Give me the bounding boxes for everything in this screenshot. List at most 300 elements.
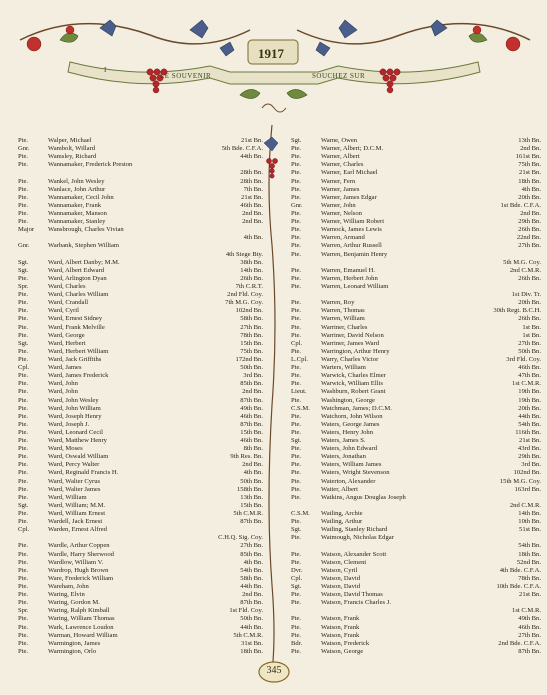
entry-unit: 44th Bn. xyxy=(240,583,263,591)
roll-entry xyxy=(291,478,541,486)
roll-entry xyxy=(291,186,541,194)
entry-unit: 87th Bn. xyxy=(240,599,263,607)
entry-name: Washington, George xyxy=(321,396,375,404)
entry-rank: Pte. xyxy=(18,428,29,436)
entry-name: Watson, Frank xyxy=(321,623,360,631)
entry-unit: 15th M.G. Coy. xyxy=(499,477,541,485)
decorative-header xyxy=(0,0,547,120)
entry-name: Wardle, Harry Sherwood xyxy=(48,550,114,558)
entry-name: Wannamaker, Stanley xyxy=(48,218,106,226)
entry-unit: 27th Bn. xyxy=(518,631,541,639)
roll-entry xyxy=(291,259,541,267)
entry-rank: Pte. xyxy=(291,428,302,436)
entry-name: Watchman, James; D.C.M. xyxy=(321,404,392,412)
entry-unit: 50th Bn. xyxy=(240,364,263,372)
roll-entry xyxy=(18,453,263,461)
entry-name: Ward, Albert Danby; M.M. xyxy=(48,258,120,266)
entry-name: Ward, Walter James xyxy=(48,485,101,493)
entry-rank: Pte. xyxy=(291,647,302,655)
entry-name: Wambolt, Willard xyxy=(48,145,96,153)
roll-entry xyxy=(18,478,263,486)
roll-entry xyxy=(291,567,541,575)
entry-rank: Pte. xyxy=(18,209,29,217)
entry-name: Wanlace, John Arthur xyxy=(48,185,106,193)
entry-rank: Pte. xyxy=(291,469,302,477)
roll-entry xyxy=(18,640,263,648)
roll-entry xyxy=(18,186,263,194)
entry-rank: Pte. xyxy=(291,161,302,169)
entry-name: Watling, Stanley Richard xyxy=(321,526,388,534)
entry-rank: Pte. xyxy=(18,388,29,396)
entry-unit: 18th Bn. xyxy=(518,550,541,558)
entry-name: Wardell, Jack Ernest xyxy=(48,518,103,526)
entry-unit: 29th Bn. xyxy=(518,453,541,461)
roll-entry xyxy=(291,380,541,388)
entry-name: Ward, Herbert xyxy=(48,339,86,347)
entry-rank: Pte. xyxy=(291,623,302,631)
entry-rank: Pte. xyxy=(18,518,29,526)
roll-entry xyxy=(291,648,541,656)
roll-entry xyxy=(18,234,263,242)
entry-name: Warriner, David Nelson xyxy=(321,331,384,339)
entry-unit: 26th Bn. xyxy=(518,274,541,282)
roll-entry xyxy=(18,461,263,469)
entry-unit: 50th Bn. xyxy=(240,615,263,623)
entry-name: Warwick, Charles Elmer xyxy=(321,372,386,380)
entry-name: Watier, Albert xyxy=(321,485,358,493)
roll-entry xyxy=(291,632,541,640)
entry-name: Ward, Frank Melville xyxy=(48,323,105,331)
entry-unit: 50th Bn. xyxy=(518,347,541,355)
entry-rank: Pte. xyxy=(291,445,302,453)
roll-entry xyxy=(291,307,541,315)
entry-name: Warwick, William Ellis xyxy=(321,380,383,388)
entry-rank: Pte. xyxy=(18,469,29,477)
entry-unit: C.H.Q. Sig. Coy. xyxy=(218,534,263,542)
entry-unit: 26th Bn. xyxy=(240,274,263,282)
entry-rank: Pte. xyxy=(18,372,29,380)
entry-rank: Dvr. xyxy=(291,566,303,574)
roll-entry xyxy=(18,437,263,445)
entry-rank: Pte. xyxy=(291,185,302,193)
entry-rank: Pte. xyxy=(18,177,29,185)
entry-rank: Pte. xyxy=(18,631,29,639)
roll-entry xyxy=(291,397,541,405)
roll-entry xyxy=(18,194,263,202)
entry-unit: 14th Bn. xyxy=(518,510,541,518)
roll-entry xyxy=(291,510,541,518)
roll-entry xyxy=(18,534,263,542)
roll-entry xyxy=(291,210,541,218)
entry-unit: 26th Bn. xyxy=(518,315,541,323)
entry-rank: Pte. xyxy=(291,307,302,315)
entry-rank: Pte. xyxy=(18,574,29,582)
entry-unit: 3rd Bn. xyxy=(521,461,541,469)
roll-entry xyxy=(291,534,541,542)
entry-name: Ward, Jack Griffiths xyxy=(48,355,102,363)
roll-entry xyxy=(291,267,541,275)
entry-name: Warry, Charles Victor xyxy=(321,355,379,363)
entry-rank: Pte. xyxy=(18,404,29,412)
roll-entry xyxy=(291,591,541,599)
roll-entry xyxy=(18,218,263,226)
roll-entry xyxy=(18,526,263,534)
roll-entry xyxy=(18,502,263,510)
roll-entry xyxy=(18,324,263,332)
entry-unit: 43rd Bn. xyxy=(517,445,541,453)
entry-unit: 52nd Bn. xyxy=(516,558,541,566)
entry-name: Waters, James S. xyxy=(321,437,366,445)
entry-name: Ward, Joseph J. xyxy=(48,420,90,428)
entry-name: Warmington, Orlo xyxy=(48,647,97,655)
entry-rank: Pte. xyxy=(18,153,29,161)
roll-entry xyxy=(18,469,263,477)
entry-unit: 18th Bn. xyxy=(518,177,541,185)
entry-name: Waring, Elvin xyxy=(48,591,85,599)
roll-entry xyxy=(18,599,263,607)
roll-entry xyxy=(291,161,541,169)
entry-unit: 22nd Bn. xyxy=(516,234,541,242)
entry-rank: Pte. xyxy=(18,396,29,404)
entry-unit: 15th Bn. xyxy=(240,501,263,509)
entry-name: Watling, Arthur xyxy=(321,518,363,526)
entry-unit: 49th Bn. xyxy=(240,404,263,412)
entry-unit: 13th Bn. xyxy=(240,493,263,501)
roll-entry xyxy=(291,461,541,469)
entry-unit: 3rd Bn. xyxy=(243,372,263,380)
entry-rank: Pte. xyxy=(18,566,29,574)
entry-name: Watling, Archie xyxy=(321,510,363,518)
roll-entry xyxy=(291,291,541,299)
entry-rank: Pte. xyxy=(18,185,29,193)
roll-entry xyxy=(291,469,541,477)
entry-unit: 19th Bn. xyxy=(518,396,541,404)
roll-entry xyxy=(291,299,541,307)
entry-name: Warner, Charles xyxy=(321,161,364,169)
roll-entry xyxy=(18,275,263,283)
entry-name: Waters, Jonathan xyxy=(321,453,366,461)
entry-rank: Cpl. xyxy=(18,364,30,372)
roll-entry xyxy=(291,348,541,356)
entry-name: Warren, Herbert John xyxy=(321,274,378,282)
roll-entry xyxy=(18,291,263,299)
roll-entry xyxy=(291,486,541,494)
entry-name: Warner, William Robert xyxy=(321,218,385,226)
entry-rank: Sgt. xyxy=(18,501,29,509)
entry-name: Ward, James xyxy=(48,364,82,372)
entry-unit: 20th Bn. xyxy=(518,193,541,201)
page-number-cartouche xyxy=(257,660,291,684)
roll-entry xyxy=(18,226,263,234)
entry-name: Warren, Arthur Russell xyxy=(321,242,382,250)
entry-rank: Pte. xyxy=(291,331,302,339)
entry-name: Warner, Albert; D.C.M. xyxy=(321,145,384,153)
entry-unit: 14th Bn. xyxy=(240,266,263,274)
entry-rank: Pte. xyxy=(291,477,302,485)
entry-name: Wannamaker, Frank xyxy=(48,201,102,209)
entry-name: Warnock, James Lewis xyxy=(321,226,382,234)
roll-entry xyxy=(291,599,541,607)
roll-entry xyxy=(291,559,541,567)
entry-rank: Pte. xyxy=(291,274,302,282)
roll-entry xyxy=(18,518,263,526)
entry-name: Watmough, Nicholas Edgar xyxy=(321,534,394,542)
entry-rank: Cpl. xyxy=(18,526,30,534)
entry-rank: Pte. xyxy=(291,193,302,201)
entry-rank: Pte. xyxy=(291,226,302,234)
entry-name: Washburn, Robert Grant xyxy=(321,388,386,396)
entry-unit: 78th Bn. xyxy=(518,574,541,582)
entry-name: Watchorn, John Wilson xyxy=(321,412,383,420)
entry-unit: 27th Bn. xyxy=(518,339,541,347)
entry-rank: Pte. xyxy=(291,396,302,404)
entry-unit: 2nd Bn. xyxy=(242,388,263,396)
roll-entry xyxy=(18,445,263,453)
entry-rank: Sgt. xyxy=(291,583,302,591)
entry-name: Ward, John Wesley xyxy=(48,396,99,404)
entry-unit: 10th Bde. C.F.A. xyxy=(496,583,541,591)
entry-unit: 47th Bn. xyxy=(518,372,541,380)
entry-rank: Pte. xyxy=(291,599,302,607)
entry-name: Warner, Fern xyxy=(321,177,356,185)
entry-rank: Pte. xyxy=(18,161,29,169)
entry-unit: 4th Siege Bty. xyxy=(225,250,263,258)
entry-unit: 10th Bn. xyxy=(518,518,541,526)
roll-entry xyxy=(291,137,541,145)
year-label: 1917 xyxy=(258,46,284,61)
entry-rank: Pte. xyxy=(18,461,29,469)
entry-unit: 15th Bn. xyxy=(240,339,263,347)
roll-entry xyxy=(18,178,263,186)
roll-entry xyxy=(291,607,541,615)
entry-unit: 7th M.G. Coy. xyxy=(225,299,263,307)
entry-name: Ward, William xyxy=(48,493,87,501)
roll-entry xyxy=(18,559,263,567)
entry-rank: Sgt. xyxy=(291,526,302,534)
entry-rank: Sgt. xyxy=(291,137,302,144)
roll-entry xyxy=(18,161,263,169)
grapevine-divider-icon xyxy=(262,125,282,673)
entry-name: Watson, Cyril xyxy=(321,566,358,574)
roll-entry xyxy=(18,405,263,413)
entry-unit: 4th Bde. C.F.A. xyxy=(499,566,541,574)
entry-name: Watson, Frederick xyxy=(321,639,370,647)
roll-entry xyxy=(291,234,541,242)
entry-rank: Pte. xyxy=(291,372,302,380)
entry-rank: Pte. xyxy=(291,315,302,323)
entry-name: Warrington, Arthur Henry xyxy=(321,347,390,355)
entry-unit: 87th Bn. xyxy=(240,518,263,526)
entry-unit: 54th Bn. xyxy=(240,566,263,574)
entry-rank: Pte. xyxy=(18,437,29,445)
entry-unit: 58th Bn. xyxy=(240,574,263,582)
right-column xyxy=(291,137,541,656)
entry-rank: Pte. xyxy=(291,299,302,307)
entry-unit: 20th Bn. xyxy=(518,404,541,412)
entry-name: Watson, Frank xyxy=(321,615,360,623)
entry-rank: Pte. xyxy=(291,282,302,290)
entry-rank: Pte. xyxy=(18,583,29,591)
entry-name: Walper, Michael xyxy=(48,137,92,144)
entry-unit: 1st Div. Tr. xyxy=(511,291,541,299)
entry-name: Watson, Alexander Scott xyxy=(321,550,387,558)
roll-entry xyxy=(291,526,541,534)
roll-entry xyxy=(18,372,263,380)
entry-name: Waters, Henry John xyxy=(321,428,374,436)
roll-entry xyxy=(18,494,263,502)
entry-rank: Pte. xyxy=(18,550,29,558)
entry-unit: 49th Bn. xyxy=(518,615,541,623)
entry-name: Ward, Arlington Dyan xyxy=(48,274,107,282)
entry-rank: Pte. xyxy=(18,542,29,550)
entry-name: Wardle, Arthur Coppen xyxy=(48,542,110,550)
entry-name: Warner, Earl Michael xyxy=(321,169,378,177)
roll-entry xyxy=(291,153,541,161)
entry-rank: Pte. xyxy=(291,209,302,217)
roll-entry xyxy=(18,567,263,575)
entry-rank: Pte. xyxy=(18,347,29,355)
entry-name: Ward, William; M.M. xyxy=(48,501,106,509)
entry-rank: L.Cpl. xyxy=(291,355,308,363)
entry-unit: 46th Bn. xyxy=(240,201,263,209)
entry-rank: Pte. xyxy=(18,218,29,226)
entry-name: Warriner, Charles xyxy=(321,323,368,331)
entry-unit: 2nd Bn. xyxy=(242,461,263,469)
roll-entry xyxy=(291,624,541,632)
entry-unit: 2nd Bde. C.F.A. xyxy=(498,639,541,647)
entry-name: Watson, David xyxy=(321,583,361,591)
entry-unit: 30th Regt. B.C.H. xyxy=(493,307,541,315)
entry-rank: Pte. xyxy=(18,291,29,299)
roll-entry xyxy=(18,251,263,259)
entry-rank: Pte. xyxy=(18,331,29,339)
roll-entry xyxy=(18,340,263,348)
entry-rank: C.S.M. xyxy=(291,404,310,412)
roll-entry xyxy=(18,153,263,161)
roll-entry xyxy=(18,388,263,396)
entry-unit: 28th Bn. xyxy=(240,169,263,177)
roll-entry xyxy=(18,315,263,323)
entry-name: Ward, Cyril xyxy=(48,307,79,315)
entry-rank: Pte. xyxy=(291,177,302,185)
roll-entry xyxy=(291,583,541,591)
entry-name: Warner, John xyxy=(321,201,356,209)
entry-name: Warren, Leonard William xyxy=(321,282,389,290)
entry-rank: Pte. xyxy=(18,647,29,655)
entry-rank: Pte. xyxy=(18,420,29,428)
entry-unit: 44th Bn. xyxy=(518,412,541,420)
entry-rank: Lieut. xyxy=(291,388,307,396)
roll-entry xyxy=(291,429,541,437)
entry-rank: Sgt. xyxy=(18,258,29,266)
roll-entry xyxy=(291,364,541,372)
entry-rank: Pte. xyxy=(291,218,302,226)
entry-unit: 4th Bn. xyxy=(521,185,541,193)
roll-entry xyxy=(18,542,263,550)
entry-rank: Pte. xyxy=(291,380,302,388)
banner-left-text: I xyxy=(104,66,107,74)
roll-entry xyxy=(291,356,541,364)
entry-name: Warman, Howard William xyxy=(48,631,118,639)
entry-name: Warren, Benjamin Henry xyxy=(321,250,388,258)
roll-entry xyxy=(18,551,263,559)
entry-name: Watson, Francis Charles J. xyxy=(321,599,391,607)
entry-unit: 46th Bn. xyxy=(518,364,541,372)
roll-entry xyxy=(291,405,541,413)
entry-name: Wannamaker, Manson xyxy=(48,209,107,217)
entry-unit: 85th Bn. xyxy=(240,380,263,388)
entry-unit: 26th Bn. xyxy=(518,226,541,234)
entry-name: Watson, David Thomas xyxy=(321,591,383,599)
entry-unit: 2nd Bn. xyxy=(520,145,541,153)
entry-rank: Pte. xyxy=(291,420,302,428)
entry-name: Warden, Ernest Alfred xyxy=(48,526,107,534)
roll-entry xyxy=(291,178,541,186)
entry-name: Ward, Charles William xyxy=(48,291,109,299)
roll-entry xyxy=(291,437,541,445)
entry-unit: 172nd Bn. xyxy=(235,355,263,363)
entry-rank: Pte. xyxy=(291,615,302,623)
roll-entry xyxy=(18,486,263,494)
entry-name: Wansbrough, Charles Vivian xyxy=(48,226,124,234)
roll-entry xyxy=(18,413,263,421)
entry-unit: 9th Res. Bn. xyxy=(230,453,263,461)
entry-name: Waters, George James xyxy=(321,420,380,428)
entry-name: Ward, Percy Walter xyxy=(48,461,100,469)
entry-unit: 4th Bn. xyxy=(243,234,263,242)
entry-name: Wankel, John Wesley xyxy=(48,177,105,185)
entry-rank: Spr. xyxy=(18,282,29,290)
roll-entry xyxy=(18,421,263,429)
entry-unit: 5th C.M.R. xyxy=(233,510,263,518)
entry-unit: 1st Bn. xyxy=(522,331,541,339)
entry-rank: Pte. xyxy=(18,380,29,388)
entry-name: Warner, Nelson xyxy=(321,209,362,217)
entry-name: Ward, Matthew Henry xyxy=(48,437,107,445)
roll-entry xyxy=(18,242,263,250)
entry-name: Wardrop, Hugh Brown xyxy=(48,566,109,574)
entry-unit: 44th Bn. xyxy=(240,623,263,631)
entry-name: Warren, Armand xyxy=(321,234,365,242)
entry-unit: 18th Bn. xyxy=(240,647,263,655)
entry-rank: Pte. xyxy=(18,299,29,307)
entry-unit: 5th C.M.R. xyxy=(233,631,263,639)
entry-unit: 1st C.M.R. xyxy=(512,380,541,388)
entry-rank: Pte. xyxy=(291,234,302,242)
entry-rank: Cpl. xyxy=(291,574,303,582)
entry-unit: 8th Bn. xyxy=(243,445,263,453)
entry-rank: Pte. xyxy=(18,477,29,485)
roll-entry xyxy=(18,332,263,340)
roll-entry xyxy=(291,640,541,648)
roll-entry xyxy=(291,502,541,510)
entry-name: Ward, George xyxy=(48,331,85,339)
entry-unit: 4th Bn. xyxy=(243,469,263,477)
entry-rank: Pte. xyxy=(291,412,302,420)
entry-name: Warriner, James Ward xyxy=(321,339,380,347)
roll-entry xyxy=(291,340,541,348)
banner-mid-text: LE SOUVENIR xyxy=(160,72,212,80)
entry-rank: Pte. xyxy=(18,445,29,453)
entry-unit: 51st Bn. xyxy=(519,526,541,534)
roll-entry xyxy=(18,429,263,437)
entry-name: Wannamaker, Frederick Preston xyxy=(48,161,133,169)
entry-unit: 158th Bn. xyxy=(236,485,263,493)
roll-entry xyxy=(18,364,263,372)
entry-name: Warner, James xyxy=(321,185,360,193)
entry-rank: Gnr. xyxy=(18,145,30,153)
entry-unit: 1st Fld. Coy. xyxy=(229,607,263,615)
